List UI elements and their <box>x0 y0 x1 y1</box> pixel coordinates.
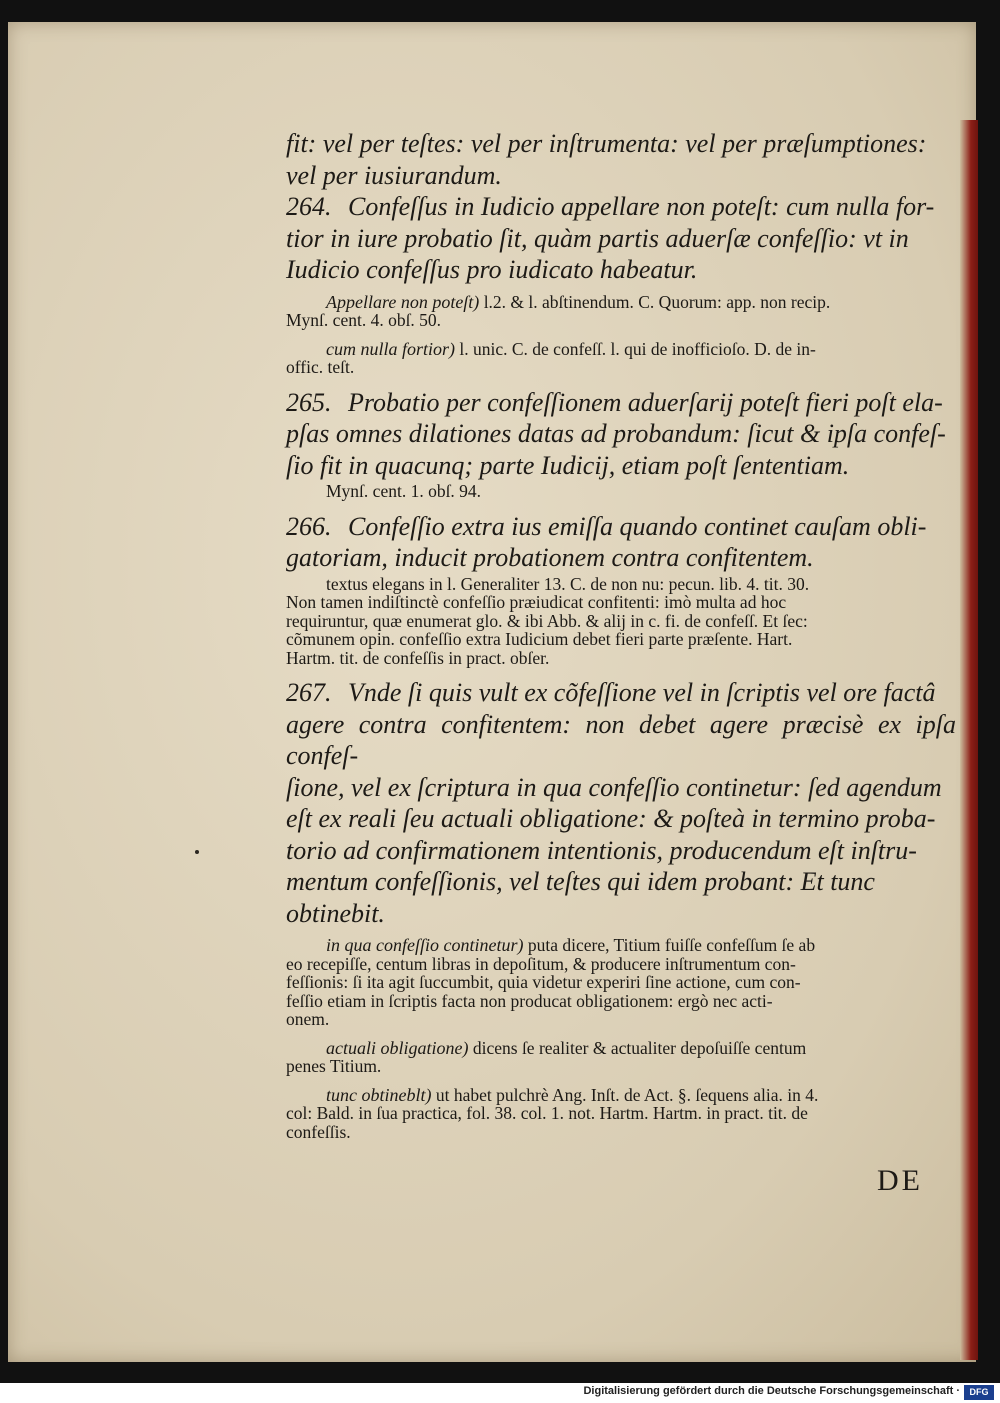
paragraph-267: 267. Vnde ſi quis vult ex cõfeſſione vel in ſcriptis vel ore factâ agere contra confitentem: non debet agere præcisè ex ipſa confeſ- ſione, vel ex ſcriptura in qua confeſſio continetur: ſed agendum eſt ex reali ſeu actuali obligatione: & poſteà in termino proba- torio ad confirmationem intentionis, producendum eſt inſtru- mentum confeſſionis, vel teſtes qui idem probant: Et tunc obtinebit. <box>286 678 956 928</box>
paragraph-number: 264. <box>286 192 332 221</box>
page-text <box>286 128 956 1151</box>
digitization-footer <box>0 1383 1000 1403</box>
page-edge <box>960 120 978 1360</box>
paragraph-266: 266. Confeſſio extra ius emiſſa quando continet cauſam obli- gatoriam, inducit probationem contra confitentem. <box>286 511 927 572</box>
paragraph-continuation: fit: vel per teſtes: vel per inſtrumenta: vel per præſumptiones: vel per iusiurandum. <box>286 129 927 190</box>
note-266: textus elegans in l. Generaliter 13. C. de non nu: pecun. lib. 4. tit. 30. Non tamen indiſtinctè confeſſio præiudicat confitenti: imò multa ad hoc requiruntur, quæ enumerat glo. & ibi Abb. & alij in c. fi. de confeſſ. Et ſec: cõmunem opin. confeſſio extra Iudicium debet fieri parte præſente. Hart. Hartm. tit. de confeſſis in pract. obſer. <box>286 573 810 668</box>
paragraph-number: 267. <box>286 678 332 707</box>
paragraph-265: 265. Probatio per confeſſionem aduerſarij poteſt fieri poſt ela- pſas omnes dilationes datas ad probandum: ſicut & ipſa confeſ- ſio fit in quacunq; parte Iudicij, etiam poſt ſententiam. <box>286 387 946 480</box>
note-264-b: cum nulla fortior) l. unic. C. de confeſſ. l. qui de inofficioſo. D. de in- offic. teſt. <box>286 338 816 377</box>
note-265: Mynſ. cent. 1. obſ. 94. <box>326 481 482 501</box>
paragraph-264: 264. Confeſſus in Iudicio appellare non poteſt: cum nulla for- tior in iure probatio ſit, quàm partis aduerſæ confeſſio: vt in Iudicio confeſſus pro iudicato habeatur. <box>286 192 935 284</box>
paragraph-number: 266. <box>286 511 332 541</box>
note-267-b: actuali obligatione) dicens ſe realiter & actualiter depoſuiſſe centum penes Titium. <box>286 1037 807 1076</box>
dfg-logo-icon[interactable]: DFG <box>964 1385 994 1400</box>
paragraph-number: 265. <box>286 387 332 417</box>
catchword: DE <box>877 1164 923 1197</box>
note-267-a: in qua confeſſio continetur) puta dicere, Titium fuiſſe confeſſum ſe ab eo recepiſſe, centum libras in depoſitum, & producere inſtrumentum con- feſſionis: ſi ita agit ſuccumbit, quia videtur experiri ſine actione, cum con- feſſio etiam in ſcriptis facta non producat obligationem: ergò nec acti- onem. <box>286 935 816 1029</box>
note-267-c: tunc obtineblt) ut habet pulchrè Ang. Inſt. de Act. §. ſequens alia. in 4. col: Bald. in ſua practica, fol. 38. col. 1. not. Hartm. Hartm. in pract. tit. de confeſſis. <box>286 1084 819 1142</box>
note-264-a: Appellare non poteſt) l.2. & l. abſtinendum. C. Quorum: app. non recip. Mynſ. cent. 4. obſ. 50. <box>286 291 831 330</box>
ink-speck <box>195 850 199 854</box>
funding-credit: Digitalisierung gefördert durch die Deutsche Forschungsgemeinschaft · <box>583 1385 960 1397</box>
